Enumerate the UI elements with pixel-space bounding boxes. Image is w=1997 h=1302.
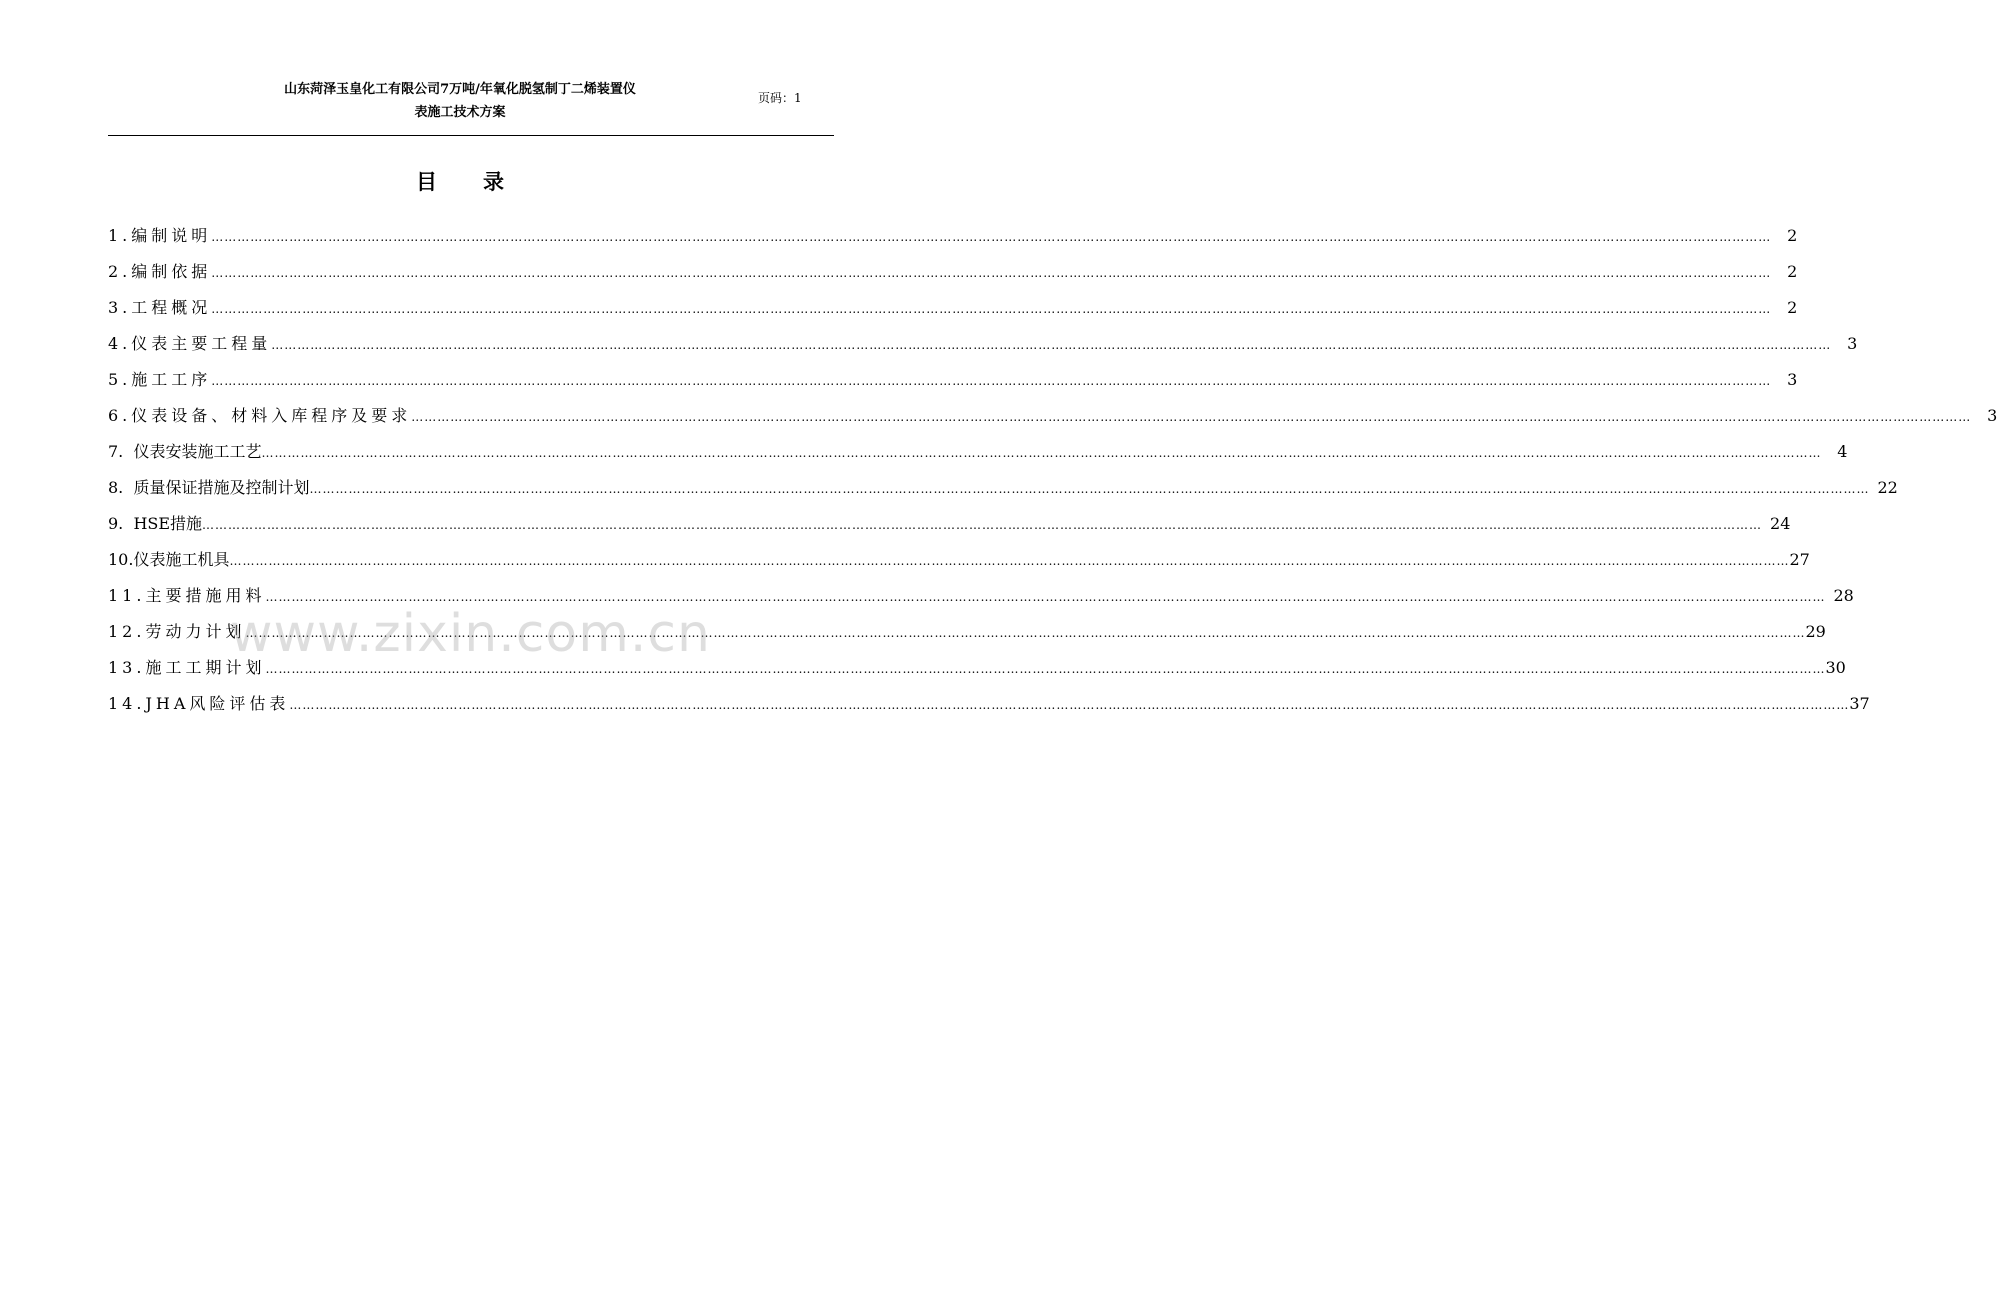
toc-entry[interactable] (108, 254, 1798, 290)
toc-entry[interactable] (108, 434, 1848, 470)
toc-entry-label: 5.施工工序 (108, 370, 212, 389)
toc-entry[interactable] (108, 290, 1798, 326)
toc-entry-page: 2 (1787, 298, 1798, 317)
toc-entry-page: 3 (1787, 370, 1798, 389)
toc-leader-dots: ……………………………………………………………………………………………………………………………………………………………………………………………………………………………………………………………………………………………………………………………… (265, 590, 1826, 604)
toc-entry-label: 2.编制依据 (108, 262, 212, 281)
toc-entry-label: 1.编制说明 (108, 226, 212, 245)
toc-entry-page: 30 (1825, 658, 1846, 677)
toc-entry[interactable] (108, 506, 1791, 542)
toc-entry-page: 3 (1847, 334, 1858, 353)
toc-entry-label: 4.仪表主要工程量 (108, 334, 272, 353)
toc-entry-page: 37 (1849, 694, 1870, 713)
toc-leader-dots: ……………………………………………………………………………………………………………………………………………………………………………………………………………………………………………………………………………………………………………………………… (211, 230, 1772, 244)
toc-leader-dots: ……………………………………………………………………………………………………………………………………………………………………………………………………………………………………………………………………………………………………………………………… (309, 482, 1870, 496)
toc-entry-page: 27 (1789, 550, 1810, 569)
toc-entry-label: 6.仪表设备、材料入库程序及要求 (108, 406, 412, 425)
toc-entry-page: 29 (1805, 622, 1826, 641)
toc-entry-label: 3.工程概况 (108, 298, 212, 317)
toc-leader-dots: ……………………………………………………………………………………………………………………………………………………………………………………………………………………………………………………………………………………………………………………………… (229, 554, 1790, 568)
toc-entry[interactable] (108, 362, 1798, 398)
toc-leader-dots: ……………………………………………………………………………………………………………………………………………………………………………………………………………………………………………………………………………………………………………………………… (261, 446, 1822, 460)
toc-leader-dots: ……………………………………………………………………………………………………………………………………………………………………………………………………………………………………………………………………………………………………………………………… (211, 266, 1772, 280)
toc-entry-label: 7. 仪表安装施工工艺 (108, 442, 262, 461)
page-number: 页码：1 (758, 91, 802, 105)
toc-leader-dots: ……………………………………………………………………………………………………………………………………………………………………………………………………………………………………………………………………………………………………………………………… (211, 374, 1772, 388)
toc-leader-dots: ……………………………………………………………………………………………………………………………………………………………………………………………………………………………………………………………………………………………………………………………… (271, 338, 1832, 352)
toc-leader-dots: ……………………………………………………………………………………………………………………………………………………………………………………………………………………………………………………………………………………………………………………………… (202, 518, 1763, 532)
toc-entry-page: 22 (1877, 478, 1898, 497)
toc-entry[interactable] (108, 542, 1810, 578)
toc-leader-dots: ……………………………………………………………………………………………………………………………………………………………………………………………………………………………………………………………………………………………………………………………… (289, 698, 1850, 712)
toc-entry-page: 2 (1787, 262, 1798, 281)
toc-entry[interactable] (108, 686, 1870, 722)
toc-entry-label: 11.主要措施用料 (108, 586, 266, 605)
toc-entry-page: 4 (1837, 442, 1848, 461)
toc-entry-label: 13.施工工期计划 (108, 658, 266, 677)
toc-leader-dots: ……………………………………………………………………………………………………………………………………………………………………………………………………………………………………………………………………………………………………………………………… (411, 410, 1972, 424)
header-title-line2: 表施工技术方案 (414, 105, 506, 120)
toc-leader-dots: ……………………………………………………………………………………………………………………………………………………………………………………………………………………………………………………………………………………………………………………………… (245, 626, 1806, 640)
toc-entry-page: 2 (1787, 226, 1798, 245)
toc-entry-page: 24 (1770, 514, 1791, 533)
toc-entry-label: 14.JHA风险评估表 (108, 694, 290, 713)
toc-leader-dots: ……………………………………………………………………………………………………………………………………………………………………………………………………………………………………………………………………………………………………………………………… (211, 302, 1772, 316)
header-title-line1: 山东菏泽玉皇化工有限公司7万吨/年氧化脱氢制丁二烯装置仪 (284, 82, 636, 97)
toc-entry-label: 9. HSE措施 (108, 514, 203, 533)
toc-entry-page: 28 (1833, 586, 1854, 605)
toc-leader-dots: ……………………………………………………………………………………………………………………………………………………………………………………………………………………………………………………………………………………………………………………………… (265, 662, 1826, 676)
toc-entry[interactable] (108, 218, 1798, 254)
toc-entry[interactable] (108, 398, 1997, 434)
toc-title: 目录 (416, 169, 550, 194)
header-divider (108, 135, 834, 136)
toc-entry-label: 10.仪表施工机具 (108, 550, 230, 569)
toc-entry-label: 8. 质量保证措施及控制计划 (108, 478, 310, 497)
watermark: www.zixin.com.cn (230, 604, 711, 664)
toc-entry[interactable] (108, 470, 1898, 506)
toc-entry[interactable] (108, 326, 1858, 362)
toc-entry-label: 12.劳动力计划 (108, 622, 246, 641)
toc-entry-page: 3 (1987, 406, 1997, 425)
